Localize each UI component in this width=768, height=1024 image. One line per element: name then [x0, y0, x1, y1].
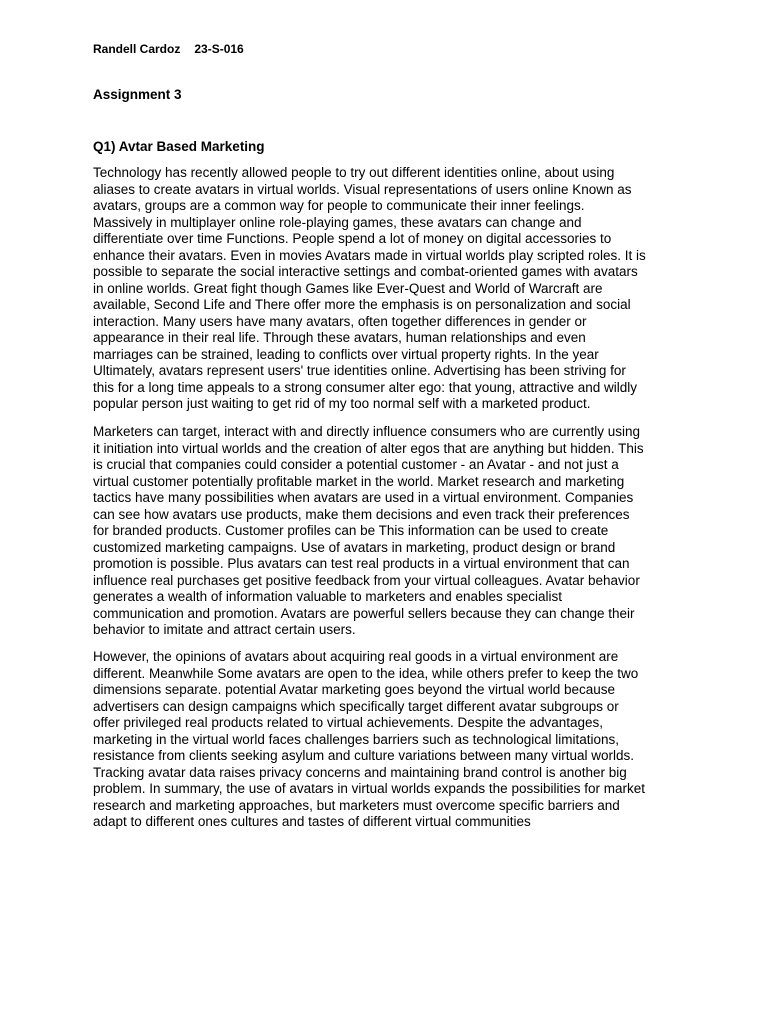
- text-line: avatars, groups are a common way for people to communicate their inner feelings.: [93, 198, 585, 213]
- text-line: tactics have many possibilities when avatars are used in a virtual environment. Companies: [93, 490, 634, 505]
- text-line: resistance from clients seeking asylum and culture variations between many virtual worlds.: [93, 748, 634, 763]
- text-line: research and marketing approaches, but marketers must overcome specific barriers and: [93, 797, 620, 813]
- text-line: generates a wealth of information valuable to marketers and enables specialist: [93, 589, 563, 604]
- text-line: popular person just waiting to get rid of my too normal self with a marketed product.: [93, 396, 591, 411]
- text-line: Tracking avatar data raises privacy concerns and maintaining brand control is another big: [93, 764, 627, 780]
- text-line: behavior to imitate and attract certain users.: [93, 622, 356, 637]
- text-line: communication and promotion. Avatars are powerful sellers because they can change their: [93, 605, 635, 621]
- author-name: Randell Cardoz: [93, 42, 181, 56]
- text-line: However, the opinions of avatars about acquiring real goods in a virtual environment are: [93, 649, 619, 664]
- text-line: Marketers can target, interact with and directly influence consumers who are currently using: [93, 424, 641, 439]
- text-line: this for a long time appeals to a strong consumer alter ego: that young, attractive and wildly: [93, 379, 638, 395]
- student-id: 23-S-016: [194, 42, 244, 56]
- text-line: different. Meanwhile Some avatars are open to the idea, while others prefer to keep the two: [93, 665, 639, 681]
- text-line: advertisers can design campaigns which specifically target different avatar subgroups or: [93, 698, 619, 714]
- text-line: appearance in their real life. Through these avatars, human relationships and even: [93, 330, 586, 345]
- text-line: is crucial that companies could consider a potential customer - an Avatar - and not just a: [93, 457, 619, 472]
- body-paragraph-1: [93, 165, 683, 413]
- text-line: possible to separate the social interactive settings and combat-oriented games with avatars: [93, 264, 638, 279]
- text-line: dimensions separate. potential Avatar marketing goes beyond the virtual world because: [93, 682, 616, 697]
- text-line: offer privileged real products related to virtual achievements. Despite the advantages,: [93, 715, 604, 730]
- text-line: marketing in the virtual world faces challenges barriers such as technological limitations,: [93, 731, 619, 747]
- text-line: for branded products. Customer profiles can be This information can be used to create: [93, 523, 609, 538]
- text-line: can see how avatars use products, make them decisions and even track their preferences: [93, 506, 630, 522]
- text-line: aliases to create avatars in virtual worlds. Visual representations of users online Known as: [93, 181, 632, 197]
- text-line: Massively in multiplayer online role-playing games, these avatars can change and: [93, 214, 582, 230]
- text-line: interaction. Many users have many avatars, often together differences in gender or: [93, 313, 587, 329]
- body-paragraph-3: [93, 649, 683, 831]
- question-heading: Q1) Avtar Based Marketing: [93, 139, 265, 154]
- text-line: it initiation into virtual worlds and the creation of alter egos that are anything but hidden. This: [93, 440, 644, 456]
- text-line: influence real purchases get positive feedback from your virtual colleagues. Avatar behavior: [93, 572, 640, 588]
- text-line: promotion is possible. Plus avatars can test real products in a virtual environment that can: [93, 556, 630, 571]
- text-line: customized marketing campaigns. Use of avatars in marketing, product design or brand: [93, 539, 616, 555]
- text-line: problem. In summary, the use of avatars in virtual worlds expands the possibilities for market: [93, 781, 645, 796]
- text-line: Technology has recently allowed people to try out different identities online, about using: [93, 165, 615, 180]
- text-line: enhance their avatars. Even in movies Avatars made in virtual worlds play scripted roles. It is: [93, 247, 646, 263]
- author-header: [93, 42, 244, 56]
- text-line: differentiate over time Functions. People spend a lot of money on digital accessories to: [93, 231, 612, 246]
- body-paragraph-2: [93, 424, 683, 639]
- text-line: marriages can be strained, leading to conflicts over virtual property rights. In the year: [93, 346, 599, 362]
- text-line: available, Second Life and There offer more the emphasis is on personalization and social: [93, 297, 631, 312]
- text-line: Ultimately, avatars represent users' true identities online. Advertising has been striving for: [93, 363, 626, 378]
- text-line: virtual customer potentially profitable market in the world. Market research and marketing: [93, 473, 625, 489]
- text-line: in online worlds. Great fight though Games like Ever-Quest and World of Warcraft are: [93, 280, 603, 296]
- text-line: adapt to different ones cultures and tastes of different virtual communities: [93, 814, 531, 829]
- assignment-title: Assignment 3: [93, 87, 182, 102]
